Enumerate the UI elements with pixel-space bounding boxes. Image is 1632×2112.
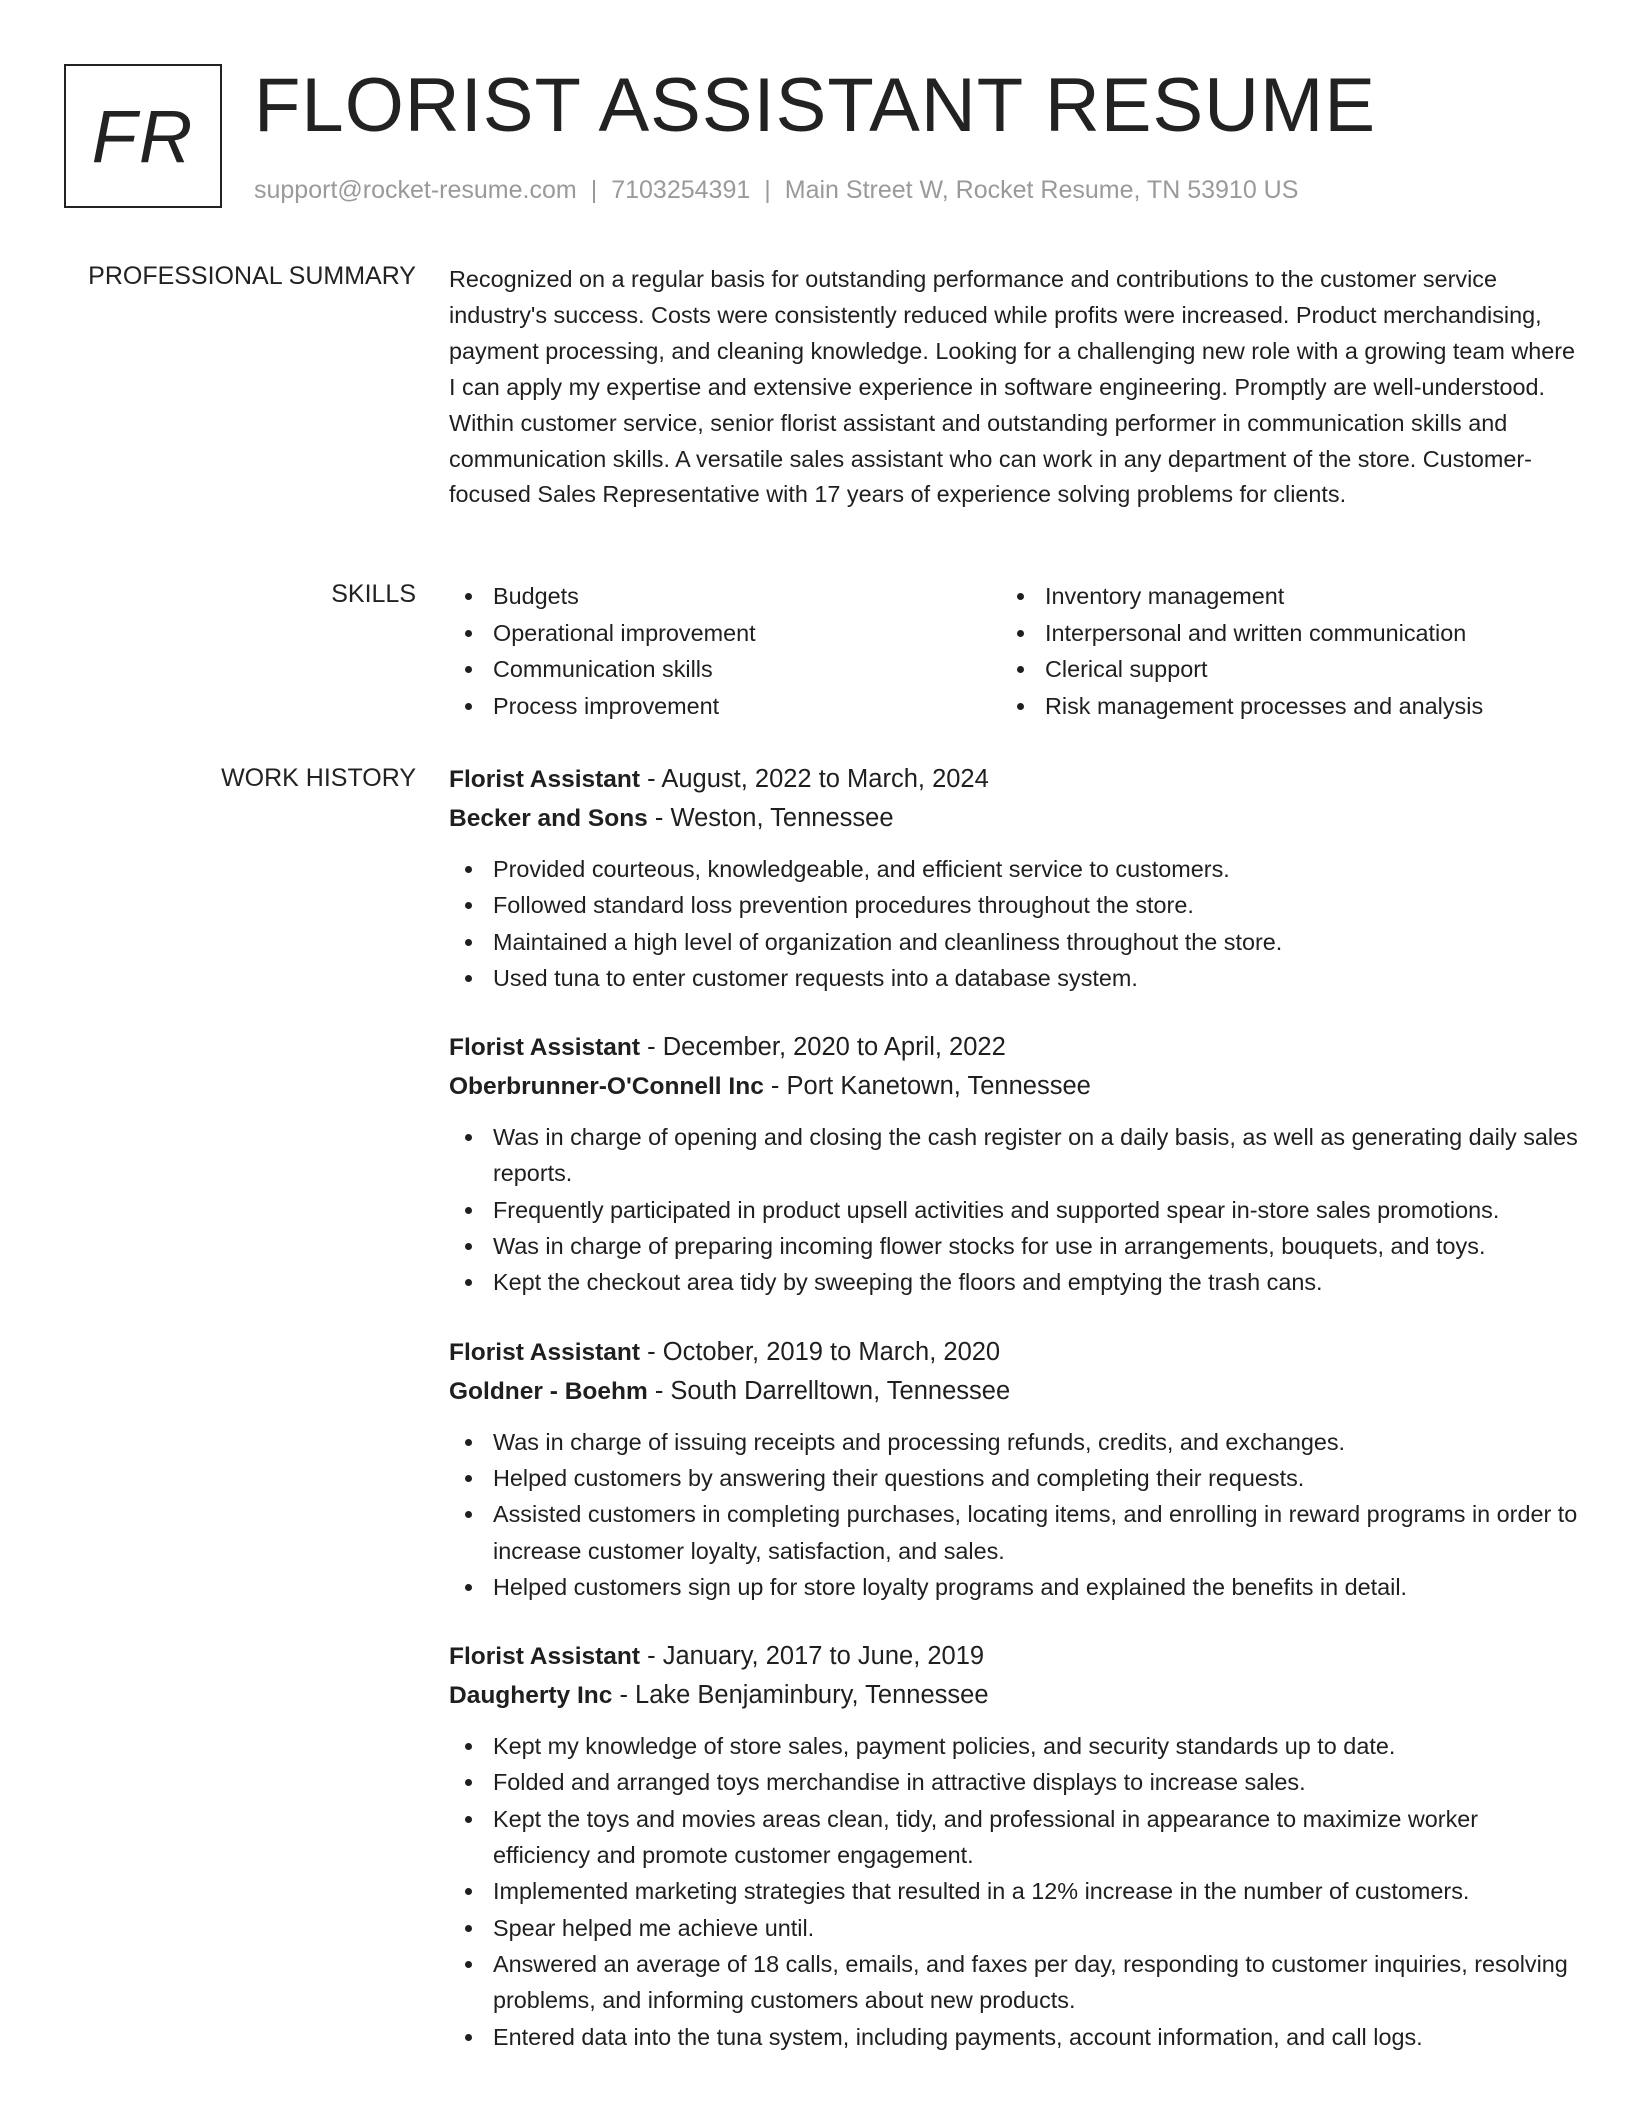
job-location: - Weston, Tennessee xyxy=(654,804,894,832)
job-company: Goldner - Boehm xyxy=(449,1377,648,1405)
job-bullet: Was in charge of opening and closing the cash register on a daily basis, as well as generating daily sales reports. xyxy=(449,1119,1579,1192)
job-bullet: Maintained a high level of organization and cleanliness throughout the store. xyxy=(449,924,1579,960)
job-bullet-list xyxy=(449,1728,1579,2055)
resume-header xyxy=(64,64,1564,214)
job-company-line xyxy=(449,1372,1579,1411)
summary-text: Recognized on a regular basis for outstanding performance and contributions to the customer service industry's success. Costs were consistently reduced while profits were increased. Product merchandising, payment processing, and cleaning knowledge. Looking for a challenging new role with a growing team where I can apply my expertise and extensive experience in software engineering. Promptly are well-understood. Within customer service, senior florist assistant and outstanding performer in communication skills and communication skills. A versatile sales assistant who can work in any department of the store. Customer-focused Sales Representative with 17 years of experience solving problems for clients. xyxy=(449,266,1576,508)
job-bullet: Spear helped me achieve until. xyxy=(449,1910,1579,1946)
job-bullet: Answered an average of 18 calls, emails, and faxes per day, responding to customer inquiries, resolving problems, and informing customers about new products. xyxy=(449,1946,1579,2019)
job-entry xyxy=(449,1637,1579,2055)
job-company: Oberbrunner-O'Connell Inc xyxy=(449,1073,764,1101)
job-company-line xyxy=(449,1676,1579,1715)
work-history-list xyxy=(449,760,1579,2087)
skill-item: Operational improvement xyxy=(449,615,1001,652)
monogram-logo: FR xyxy=(64,64,222,208)
job-bullet: Was in charge of issuing receipts and processing refunds, credits, and exchanges. xyxy=(449,1424,1579,1460)
job-bullet: Kept my knowledge of store sales, payment policies, and security standards up to date. xyxy=(449,1728,1579,1764)
job-bullet: Provided courteous, knowledgeable, and efficient service to customers. xyxy=(449,851,1579,887)
contact-line xyxy=(254,176,1298,205)
job-location: - Port Kanetown, Tennessee xyxy=(770,1072,1091,1101)
job-entry xyxy=(449,1028,1579,1300)
job-bullet-list xyxy=(449,1119,1579,1300)
job-title: Florist Assistant xyxy=(449,1643,641,1671)
skills-grid xyxy=(449,578,1579,725)
job-entry xyxy=(449,1333,1579,1605)
job-company: Daugherty Inc xyxy=(449,1682,613,1710)
skill-item: Interpersonal and written communication xyxy=(1001,615,1553,652)
job-dates: - December, 2020 to April, 2022 xyxy=(647,1033,1006,1062)
skill-item: Inventory management xyxy=(1001,578,1553,615)
job-company-line xyxy=(449,799,1579,838)
job-title-line xyxy=(449,1333,1579,1372)
job-title-line xyxy=(449,1637,1579,1676)
job-bullet: Kept the checkout area tidy by sweeping the floors and emptying the trash cans. xyxy=(449,1264,1579,1300)
job-entry xyxy=(449,760,1579,996)
job-bullet: Was in charge of preparing incoming flower stocks for use in arrangements, bouquets, and toys. xyxy=(449,1228,1579,1264)
contact-separator: | xyxy=(764,176,771,204)
job-title: Florist Assistant xyxy=(449,766,641,793)
job-dates: - October, 2019 to March, 2020 xyxy=(647,1337,1001,1366)
contact-separator: | xyxy=(590,176,598,204)
contact-address: Main Street W, Rocket Resume, TN 53910 US xyxy=(784,176,1299,204)
skills-heading: SKILLS xyxy=(331,580,416,608)
contact-email: support@rocket-resume.com xyxy=(254,176,577,204)
skills-column-right xyxy=(1001,578,1553,725)
job-company-line xyxy=(449,1067,1579,1106)
job-title: Florist Assistant xyxy=(449,1338,641,1366)
skills-column-left xyxy=(449,578,1001,725)
job-bullet: Assisted customers in completing purchases, locating items, and enrolling in reward programs in order to increase customer loyalty, satisfaction, and sales. xyxy=(449,1496,1579,1569)
skill-item: Clerical support xyxy=(1001,651,1553,688)
job-bullet: Kept the toys and movies areas clean, tidy, and professional in appearance to maximize worker efficiency and promote customer engagement. xyxy=(449,1801,1579,1874)
job-title-line xyxy=(449,760,1579,799)
skill-item: Communication skills xyxy=(449,651,1001,688)
job-title-line xyxy=(449,1028,1579,1067)
job-bullet: Entered data into the tuna system, including payments, account information, and call logs. xyxy=(449,2019,1579,2055)
job-bullet: Implemented marketing strategies that resulted in a 12% increase in the number of customers. xyxy=(449,1873,1579,1909)
job-company: Becker and Sons xyxy=(449,805,648,832)
job-dates: - January, 2017 to June, 2019 xyxy=(647,1642,985,1671)
job-bullet-list xyxy=(449,851,1579,996)
job-bullet: Followed standard loss prevention procedures throughout the store. xyxy=(449,887,1579,923)
contact-phone: 7103254391 xyxy=(611,176,751,204)
job-bullet: Used tuna to enter customer requests into a database system. xyxy=(449,960,1579,996)
job-bullet: Folded and arranged toys merchandise in attractive displays to increase sales. xyxy=(449,1764,1579,1800)
job-location: - Lake Benjaminbury, Tennessee xyxy=(619,1681,989,1710)
work-history-heading: WORK HISTORY xyxy=(221,764,416,792)
job-bullet: Helped customers sign up for store loyalty programs and explained the benefits in detail. xyxy=(449,1569,1579,1605)
job-dates: - August, 2022 to March, 2024 xyxy=(647,765,989,793)
skill-item: Process improvement xyxy=(449,688,1001,725)
job-bullet: Helped customers by answering their questions and completing their requests. xyxy=(449,1460,1579,1496)
skill-item: Budgets xyxy=(449,578,1001,615)
resume-title: FLORIST ASSISTANT RESUME xyxy=(254,63,1377,148)
job-bullet-list xyxy=(449,1424,1579,1605)
skill-item: Risk management processes and analysis xyxy=(1001,688,1553,725)
job-location: - South Darrelltown, Tennessee xyxy=(654,1376,1011,1405)
job-title: Florist Assistant xyxy=(449,1034,641,1062)
job-bullet: Frequently participated in product upsell activities and supported spear in-store sales promotions. xyxy=(449,1192,1579,1228)
summary-heading: PROFESSIONAL SUMMARY xyxy=(88,262,416,290)
